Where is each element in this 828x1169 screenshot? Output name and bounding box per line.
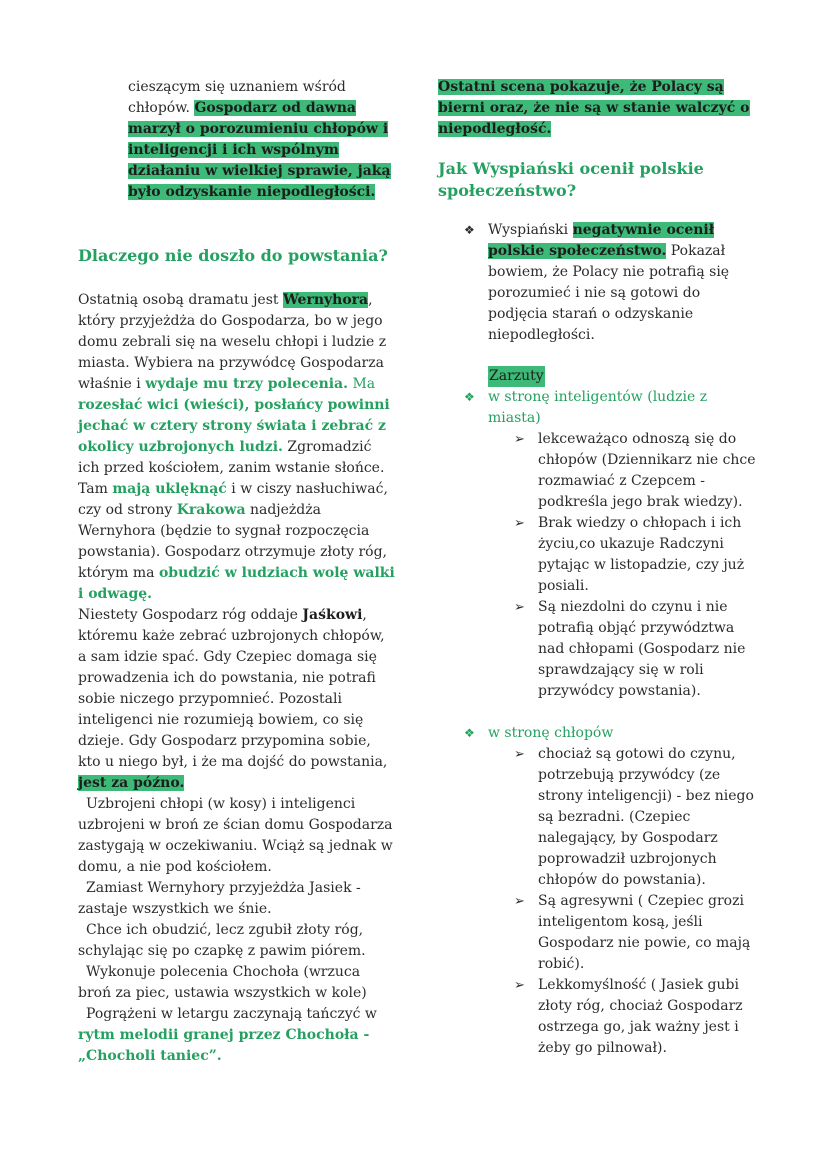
- green-text: Ma: [348, 376, 376, 392]
- intro-highlight-right: [438, 77, 758, 140]
- green-text: obudzić w ludziach wolę walki i odwagę.: [78, 565, 395, 602]
- sub-item-text: chociaż są gotowi do czynu, potrzebują przywódcy (ze strony inteligencji) - bez niego są bezradni. (Czepiec nalegający, by Gospodarz poprowadził uzbrojonych chłopów do powstania).: [538, 746, 754, 888]
- diamond-bullet-icon: ❖: [464, 726, 475, 740]
- bold-text: Jaśkowi: [302, 607, 363, 623]
- intro-highlight: Gospodarz od dawna marzył o porozumieniu chłopów i inteligencji i ich wspólnym działaniu w wielkiej sprawie, jaką było odzyskanie niepodległości.: [128, 100, 391, 200]
- highlight-wernyhora: Wernyhora: [282, 292, 369, 308]
- paragraph-wykonuje: Wykonuje polecenia Chochoła (wrzuca broń za piec, ustawia wszystkich w kole): [78, 964, 367, 1001]
- group-inteligenci: [438, 387, 758, 429]
- group-label: w stronę inteligentów (ludzie z miasta): [488, 389, 708, 426]
- sub-item-text: Są niezdolni do czynu i nie potrafią objąć przywództwa nad chłopami (Gospodarz nie sprawdzający się w roli przywódcy powstania).: [538, 599, 746, 699]
- highlight-negatywnie: negatywnie ocenił polskie społeczeństwo.: [488, 222, 715, 259]
- zarzuty-label: Zarzuty: [488, 366, 545, 387]
- green-text: Krakowa: [176, 502, 246, 518]
- text: Zgromadzić ich przed kościołem, zanim wstanie słońce. Tam: [78, 439, 385, 497]
- bullet-ocena: [438, 220, 758, 346]
- paragraph-zamiast: Zamiast Wernyhory przyjeżdża Jasiek - zastaje wszystkich we śnie.: [78, 880, 361, 917]
- paragraph-pograzeni: [78, 1004, 396, 1067]
- text: i w ciszy nasłuchiwać, czy od strony: [78, 481, 388, 518]
- group-label: w stronę chłopów: [488, 725, 614, 741]
- green-text: mają uklęknąć: [112, 481, 227, 497]
- text: Wyspiański: [488, 222, 573, 238]
- paragraph-chce: Chce ich obudzić, lecz zgubił złoty róg, schylając się po czapkę z pawim piórem.: [78, 922, 366, 959]
- section-heading-ocena: Jak Wyspiański ocenił polskie społeczeństwo?: [438, 159, 704, 200]
- zarzuty-label-wrap: [438, 366, 758, 387]
- arrow-bullet-icon: ➢: [514, 978, 525, 993]
- paragraph-wernyhora: [78, 290, 396, 605]
- paragraph-jasiek: [78, 605, 396, 794]
- text: , który przyjeżdża do Gospodarza, bo w jego domu zebrali się na weselu chłopi i ludzie z miasta. Wybiera na przywódcę Gospodarza właśnie i: [78, 292, 387, 392]
- green-text: rozesłać wici (wieści), posłańcy powinni jechać w cztery strony świata i zebrać z okolicy uzbrojonych ludzi.: [78, 397, 390, 455]
- highlight-za-pozno: jest za późno.: [78, 775, 185, 791]
- section-heading-powstanie: Dlaczego nie doszło do powstania?: [78, 246, 388, 265]
- highlight-bierni: Ostatni scena pokazuje, że Polacy są bierni oraz, że nie są w stanie walczyć o niepodległość.: [438, 79, 750, 137]
- green-text: wydaje mu trzy polecenia.: [145, 376, 349, 392]
- text: Pogrążeni w letargu zaczynają tańczyć w: [86, 1006, 377, 1022]
- arrow-bullet-icon: ➢: [514, 516, 525, 531]
- sub-item-text: Brak wiedzy o chłopach i ich życiu,co ukazuje Radczyni pytając w listopadzie, czy już posiali.: [538, 515, 745, 594]
- intro-paragraph: [78, 77, 396, 203]
- paragraph-uzbrojeni: Uzbrojeni chłopi (w kosy) i inteligenci uzbrojeni w broń ze ścian domu Gospodarza zastygają w oczekiwaniu. Wciąż są jednak w domu, a nie pod kościołem.: [78, 796, 393, 875]
- arrow-bullet-icon: ➢: [514, 894, 525, 909]
- sub-item: [438, 744, 758, 891]
- text: Ostatnią osobą dramatu jest: [78, 292, 283, 308]
- sub-item: [438, 891, 758, 975]
- sub-item-text: lekceważąco odnoszą się do chłopów (Dziennikarz nie chce rozmawiać z Czepcem - podkreśla jego brak wiedzy).: [538, 431, 756, 510]
- sub-item: [438, 597, 758, 702]
- arrow-bullet-icon: ➢: [514, 747, 525, 762]
- text: nadjeżdża Wernyhora (będzie to sygnał rozpoczęcia powstania). Gospodarz otrzymuje złoty róg, którym ma: [78, 502, 388, 581]
- text: Pokazał bowiem, że Polacy nie potrafią się porozumieć i nie są gotowi do podjęcia starań o odzyskanie niepodległości.: [488, 243, 730, 343]
- right-column: [438, 70, 758, 1059]
- arrow-bullet-icon: ➢: [514, 432, 525, 447]
- text: , któremu każe zebrać uzbrojonych chłopów, a sam idzie spać. Gdy Czepiec domaga się prowadzenia ich do powstania, nie potrafi sobie niczego przypomnieć. Pozostali inteligenci nie rozumieją bowiem, co się dzieje. Gdy Gospodarz przypomina sobie, kto u niego był, i że ma dojść do powstania,: [78, 607, 388, 770]
- sub-item: [438, 429, 758, 513]
- diamond-bullet-icon: ❖: [464, 223, 475, 237]
- green-text: rytm melodii granej przez Chochoła - „Chocholi taniec”.: [78, 1027, 370, 1064]
- sub-item-text: Lekkomyślność ( Jasiek gubi złoty róg, chociaż Gospodarz ostrzega go, jak ważny jest i żeby go pilnował).: [538, 977, 743, 1056]
- sub-item: [438, 513, 758, 597]
- arrow-bullet-icon: ➢: [514, 600, 525, 615]
- diamond-bullet-icon: ❖: [464, 390, 475, 404]
- group-chlopi: [438, 723, 758, 744]
- sub-item: [438, 975, 758, 1059]
- text: Niestety Gospodarz róg oddaje: [78, 607, 303, 623]
- intro-text: cieszącym się uznaniem wśród chłopów.: [128, 79, 346, 116]
- left-column: [78, 70, 396, 1067]
- sub-item-text: Są agresywni ( Czepiec grozi inteligentom kosą, jeśli Gospodarz nie powie, co mają robić).: [538, 893, 751, 972]
